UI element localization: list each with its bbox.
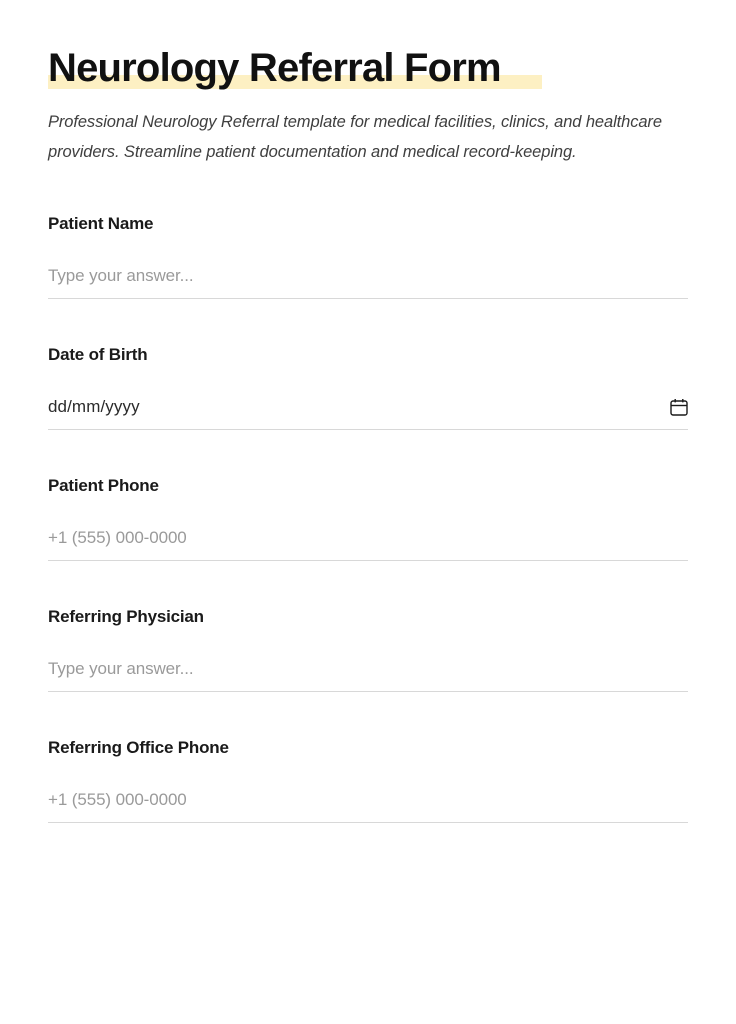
- page-title: Neurology Referral Form: [48, 46, 501, 90]
- calendar-icon[interactable]: [670, 398, 688, 416]
- input-row-date-of-birth[interactable]: [48, 397, 688, 430]
- field-referring-office-phone: [48, 738, 688, 823]
- patient-name-input[interactable]: [48, 266, 688, 286]
- input-row-patient-name[interactable]: [48, 266, 688, 299]
- field-referring-physician: [48, 607, 688, 692]
- field-label-patient-phone: Patient Phone: [48, 476, 159, 496]
- input-row-patient-phone[interactable]: [48, 528, 688, 561]
- field-patient-phone: [48, 476, 688, 561]
- bottom-spacer: [48, 823, 688, 863]
- referring-physician-input[interactable]: [48, 659, 688, 679]
- input-row-referring-physician[interactable]: [48, 659, 688, 692]
- field-date-of-birth: [48, 345, 688, 430]
- field-label-patient-name: Patient Name: [48, 214, 154, 234]
- form-header: [48, 0, 688, 91]
- form-description: Professional Neurology Referral template for medical facilities, clinics, and healthcare providers. Streamline patient documentation and medical record-keeping.: [48, 112, 662, 162]
- patient-phone-input[interactable]: [48, 528, 688, 548]
- field-label-referring-office-phone: Referring Office Phone: [48, 738, 229, 758]
- input-row-referring-office-phone[interactable]: [48, 790, 688, 823]
- field-label-date-of-birth: Date of Birth: [48, 345, 148, 365]
- date-of-birth-value[interactable]: dd/mm/yyyy: [48, 397, 140, 417]
- field-label-referring-physician: Referring Physician: [48, 607, 204, 627]
- referring-office-phone-input[interactable]: [48, 790, 688, 810]
- field-patient-name: [48, 214, 688, 299]
